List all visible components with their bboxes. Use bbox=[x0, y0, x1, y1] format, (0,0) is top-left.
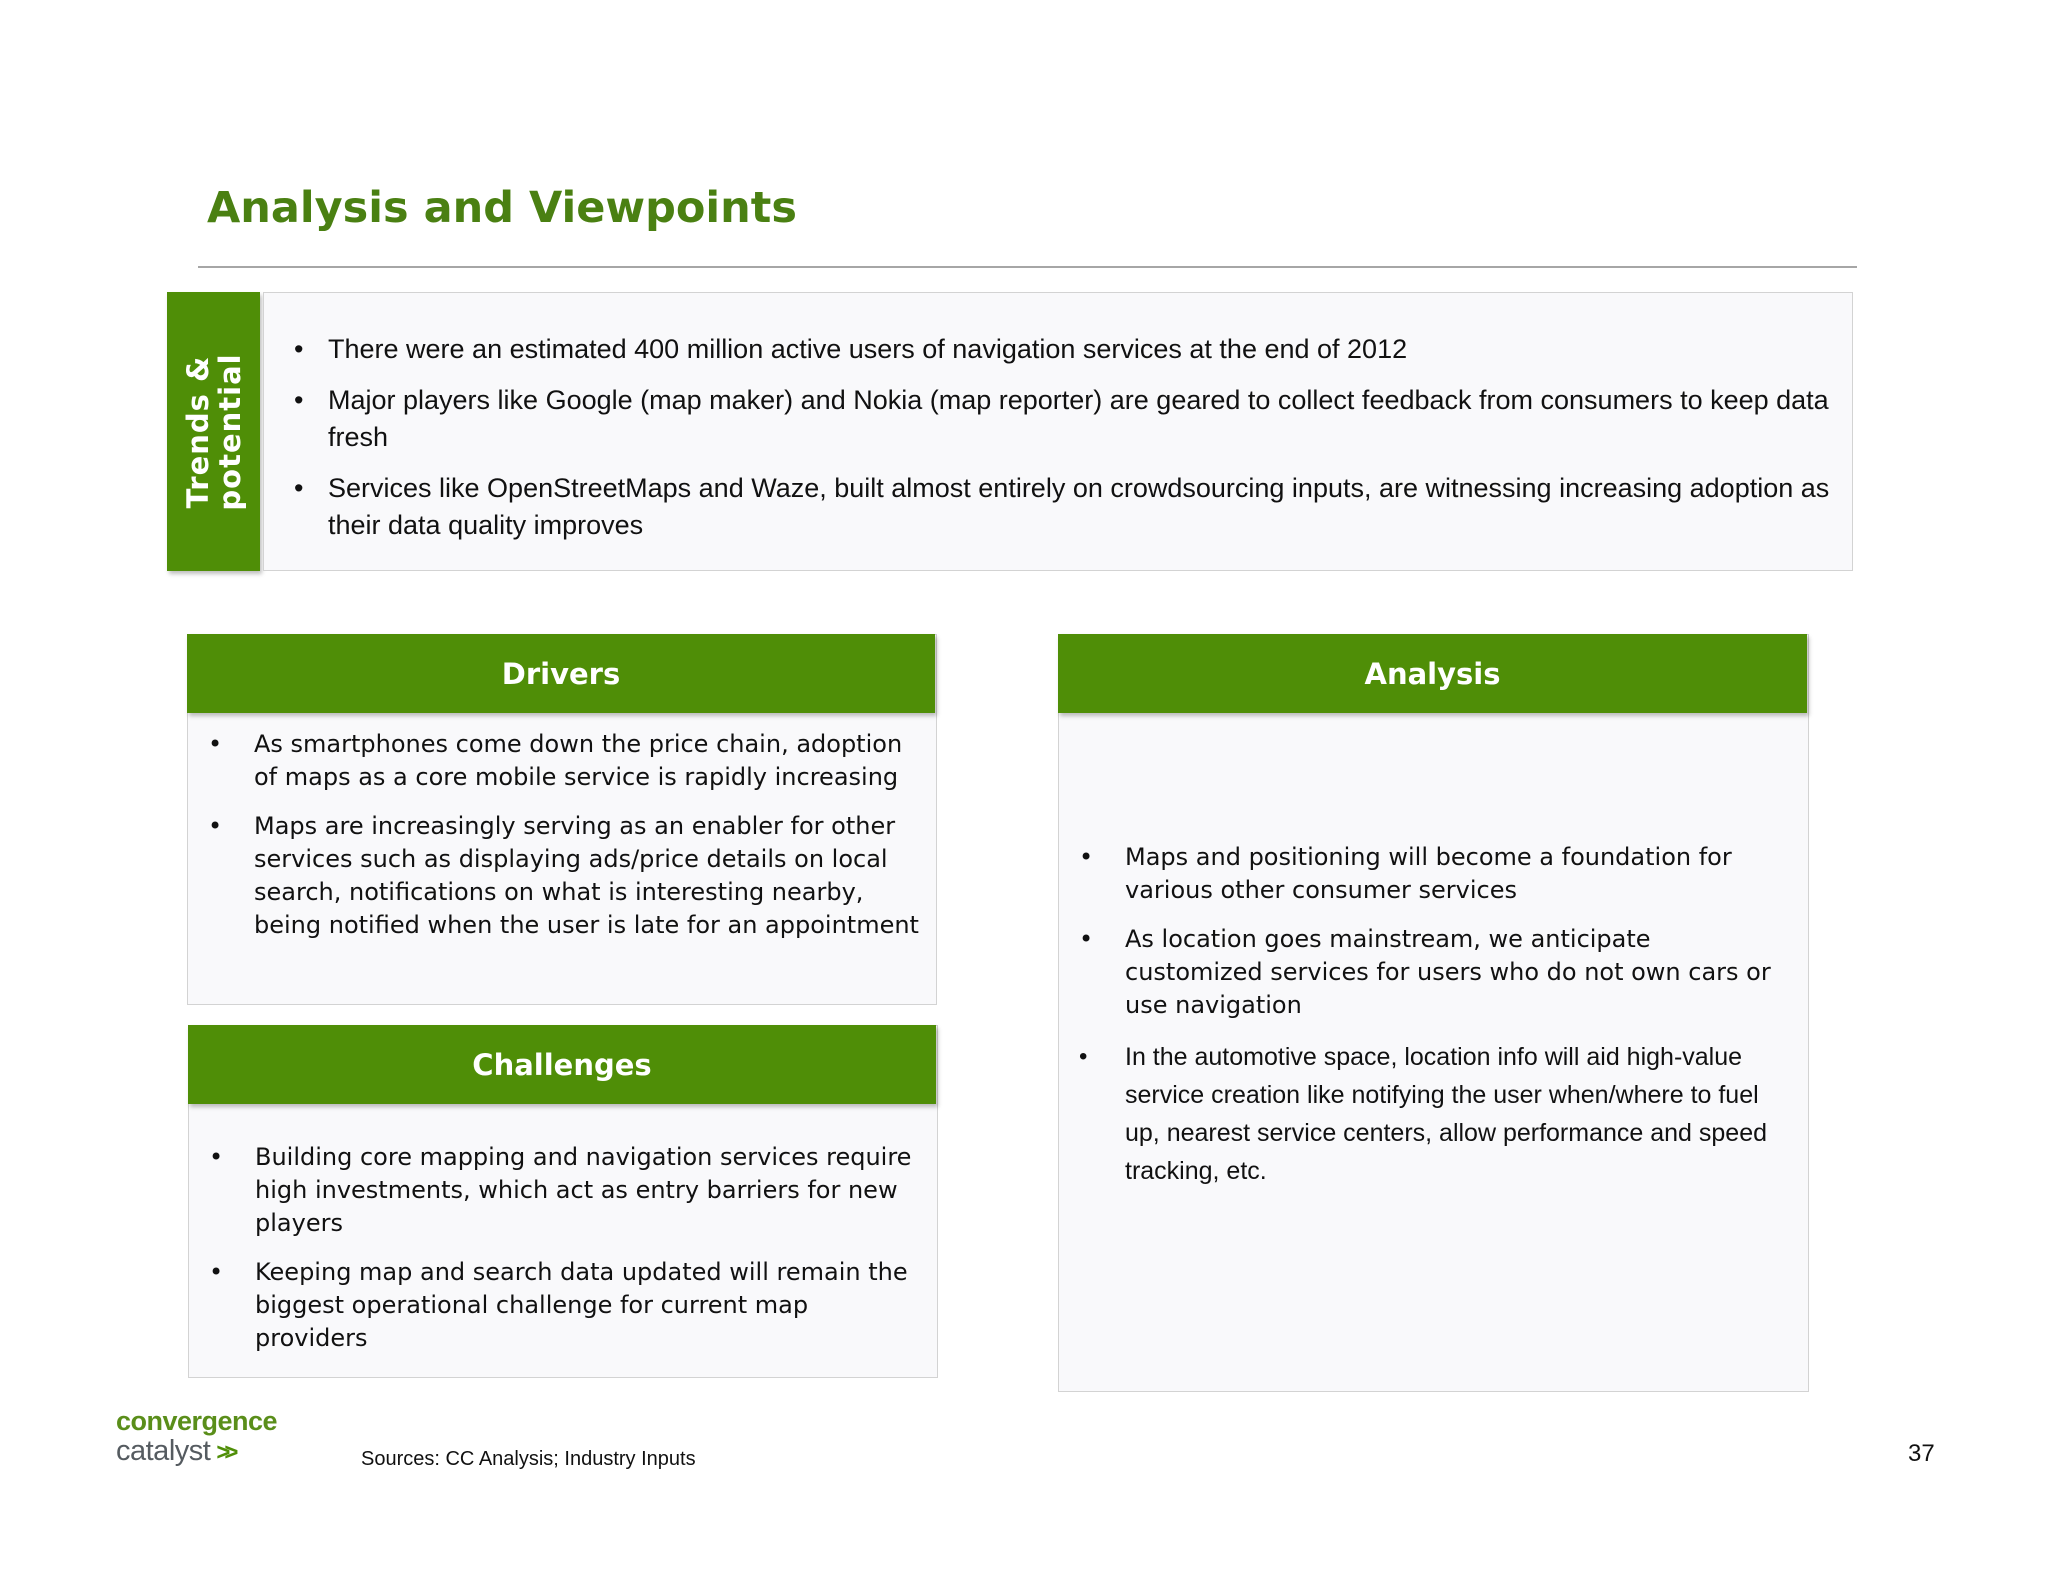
trends-tab-label bbox=[182, 353, 246, 510]
logo-line2-text: catalyst bbox=[116, 1435, 211, 1467]
page-title: Analysis and Viewpoints bbox=[207, 183, 797, 233]
list-item: • Maps and positioning will become a foundation for various other consumer services bbox=[1079, 841, 1794, 907]
sources-note: Sources: CC Analysis; Industry Inputs bbox=[361, 1448, 696, 1470]
page-number: 37 bbox=[1908, 1440, 1935, 1467]
list-item: • In the automotive space, location info will aid high-value service creation like notifying the user when/where to fuel up, nearest service centers, allow performance and speed tracking, etc. bbox=[1079, 1038, 1794, 1190]
trends-tab bbox=[167, 292, 260, 571]
challenges-heading: Challenges bbox=[188, 1025, 936, 1104]
logo-line1: convergence bbox=[116, 1406, 278, 1436]
list-item: • Maps are increasingly serving as an enabler for other services such as displaying ads/price details on local search, notifications on what is interesting nearby, being notified when the user is late for an appointment bbox=[208, 810, 922, 942]
analysis-panel bbox=[1058, 634, 1809, 1392]
company-logo bbox=[116, 1406, 277, 1468]
list-item: • Major players like Google (map maker) and Nokia (map reporter) are geared to collect feedback from consumers to keep data fresh bbox=[294, 382, 1832, 456]
drivers-heading: Drivers bbox=[187, 634, 935, 713]
drivers-list bbox=[208, 728, 922, 958]
list-item: • Building core mapping and navigation services require high investments, which act as entry barriers for new players bbox=[209, 1141, 923, 1240]
analysis-heading: Analysis bbox=[1058, 634, 1807, 713]
title-divider bbox=[198, 266, 1857, 268]
logo-line2 bbox=[116, 1436, 277, 1468]
list-item: • Services like OpenStreetMaps and Waze, built almost entirely on crowdsourcing inputs, are witnessing increasing adoption as their data quality improves bbox=[294, 470, 1832, 544]
list-item: • There were an estimated 400 million active users of navigation services at the end of 2012 bbox=[294, 331, 1832, 368]
trends-tab-label-line1: Trends & bbox=[180, 355, 215, 508]
analysis-list bbox=[1079, 841, 1794, 1206]
list-item: • As location goes mainstream, we anticipate customized services for users who do not own cars or use navigation bbox=[1079, 923, 1794, 1022]
list-item: • As smartphones come down the price chain, adoption of maps as a core mobile service is rapidly increasing bbox=[208, 728, 922, 794]
trends-tab-label-line2: potential bbox=[212, 352, 247, 511]
list-item: • Keeping map and search data updated will remain the biggest operational challenge for current map providers bbox=[209, 1256, 923, 1355]
challenges-list bbox=[209, 1141, 923, 1371]
double-chevron-icon: >> bbox=[216, 1439, 233, 1466]
trends-list bbox=[294, 331, 1832, 558]
trends-box bbox=[263, 292, 1853, 571]
